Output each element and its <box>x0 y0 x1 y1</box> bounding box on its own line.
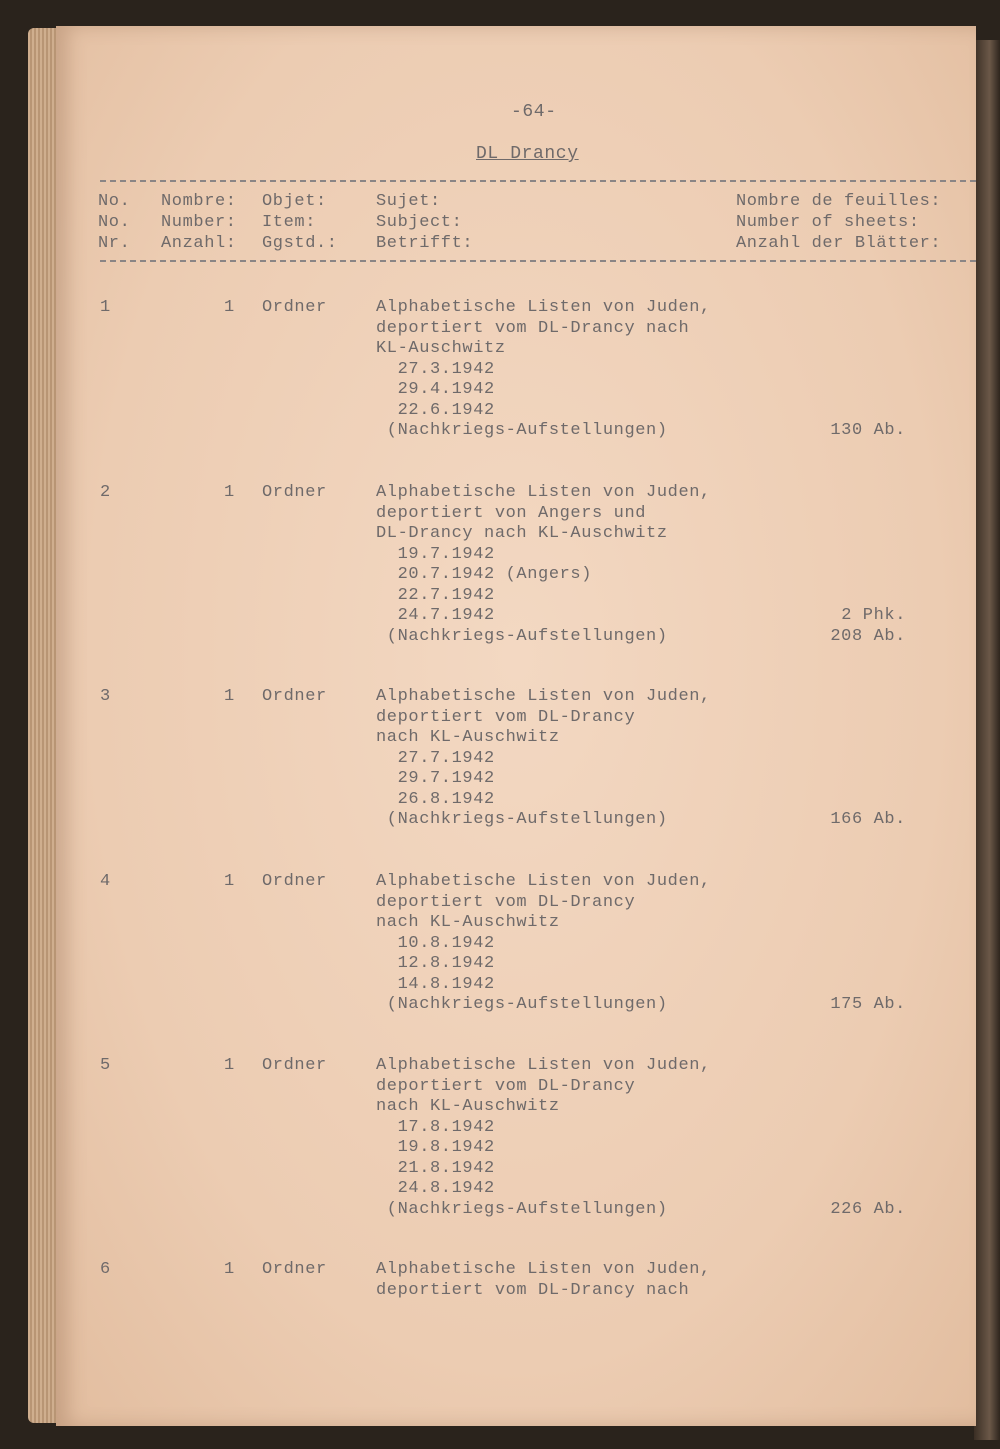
header-rule-bottom <box>100 260 976 262</box>
entry-number: 2 <box>100 483 111 502</box>
entry-subject-line: 20.7.1942 (Angers) <box>376 565 593 584</box>
entry-quantity: 1 <box>224 298 235 317</box>
entry-subject-line: deportiert vom DL-Drancy nach <box>376 318 690 338</box>
entry-subject-line: 27.7.1942 <box>376 748 495 768</box>
entry-sheets: 166 Ab. <box>830 810 906 829</box>
header-no-de: Nr. <box>98 234 131 253</box>
entry-subject-line: Alphabetische Listen von Juden, <box>376 483 711 502</box>
entry-quantity: 1 <box>224 1260 235 1279</box>
header-count-fr: Nombre: <box>161 192 237 211</box>
entry-subject-line: 24.8.1942 <box>376 1179 495 1198</box>
entry-subject-line: 14.8.1942 <box>376 974 495 994</box>
entry-subject-line: (Nachkriegs-Aufstellungen) <box>376 1199 668 1219</box>
entry-number: 4 <box>100 872 111 891</box>
entry-number: 3 <box>100 687 111 706</box>
entry-subject-line: deportiert vom DL-Drancy <box>376 1076 636 1096</box>
header-no-fr: No. <box>98 192 131 211</box>
entry-subject-line: nach KL-Auschwitz <box>376 913 560 932</box>
entry-item: Ordner <box>262 298 327 317</box>
entry-subject-line: 12.8.1942 <box>376 954 495 973</box>
entry-sheets: 226 Ab. <box>830 1199 906 1219</box>
page-number: -64- <box>511 102 557 122</box>
entry-subject-line: KL-Auschwitz <box>376 339 506 358</box>
entry-subject-line: deportiert vom DL-Drancy nach <box>376 1280 690 1300</box>
entry-item: Ordner <box>262 872 327 891</box>
entry-subject-line: (Nachkriegs-Aufstellungen) <box>376 995 668 1014</box>
entry-quantity: 1 <box>224 872 235 891</box>
entry-subject-line: Alphabetische Listen von Juden, <box>376 1056 711 1075</box>
entry-quantity: 1 <box>224 687 235 706</box>
document-page <box>56 26 976 1426</box>
entry-quantity: 1 <box>224 1056 235 1075</box>
header-no-en: No. <box>98 213 131 232</box>
entry-subject-line: 22.6.1942 <box>376 400 495 420</box>
entry-subject-line: 24.7.1942 <box>376 606 495 625</box>
entry-quantity: 1 <box>224 483 235 502</box>
entry-subject-line: (Nachkriegs-Aufstellungen) <box>376 421 668 440</box>
entry-subject-line: 22.7.1942 <box>376 585 495 605</box>
header-item-de: Ggstd.: <box>262 234 338 253</box>
entry-item: Ordner <box>262 1056 327 1075</box>
entry-number: 5 <box>100 1056 111 1075</box>
entry-subject-line: 21.8.1942 <box>376 1158 495 1178</box>
entry-item: Ordner <box>262 483 327 502</box>
entry-item: Ordner <box>262 1260 327 1279</box>
entry-subject-line: deportiert von Angers und <box>376 503 647 523</box>
entry-subject-line: Alphabetische Listen von Juden, <box>376 1260 711 1279</box>
entry-subject-line: 26.8.1942 <box>376 789 495 809</box>
entry-subject-line: deportiert vom DL-Drancy <box>376 892 636 912</box>
entry-sheets: 130 Ab. <box>830 421 906 440</box>
header-sheets-en: Number of sheets: <box>736 213 920 232</box>
entry-subject-line: 29.4.1942 <box>376 380 495 399</box>
entry-number: 6 <box>100 1260 111 1279</box>
header-sheets-de: Anzahl der Blätter: <box>736 234 942 253</box>
entry-subject-line: (Nachkriegs-Aufstellungen) <box>376 626 668 646</box>
entry-subject-line: 17.8.1942 <box>376 1117 495 1137</box>
document-title: DL Drancy <box>476 144 579 164</box>
entry-subject-line: Alphabetische Listen von Juden, <box>376 872 711 891</box>
header-rule-top <box>100 180 976 182</box>
header-item-fr: Objet: <box>262 192 327 211</box>
entry-subject-line: Alphabetische Listen von Juden, <box>376 298 711 317</box>
entry-sheets: 208 Ab. <box>830 626 906 646</box>
header-item-en: Item: <box>262 213 317 232</box>
entry-number: 1 <box>100 298 111 317</box>
header-subject-de: Betrifft: <box>376 234 474 253</box>
entry-subject-line: DL-Drancy nach KL-Auschwitz <box>376 524 668 543</box>
entry-sheets: 175 Ab. <box>830 995 906 1014</box>
entry-subject-line: deportiert vom DL-Drancy <box>376 707 636 727</box>
entry-subject-line: Alphabetische Listen von Juden, <box>376 687 711 706</box>
header-sheets-fr: Nombre de feuilles: <box>736 192 942 211</box>
entry-subject-line: 19.8.1942 <box>376 1138 495 1157</box>
header-subject-fr: Sujet: <box>376 192 441 211</box>
entry-subject-line: 27.3.1942 <box>376 359 495 379</box>
entry-subject-line: 10.8.1942 <box>376 933 495 953</box>
entry-subject-line: (Nachkriegs-Aufstellungen) <box>376 810 668 829</box>
entry-subject-line: nach KL-Auschwitz <box>376 1097 560 1116</box>
entry-subject-line: nach KL-Auschwitz <box>376 728 560 747</box>
header-count-de: Anzahl: <box>161 234 237 253</box>
header-subject-en: Subject: <box>376 213 463 232</box>
entry-subject-line: 29.7.1942 <box>376 769 495 788</box>
entry-subject-line: 19.7.1942 <box>376 544 495 564</box>
book-spine <box>974 40 1000 1440</box>
entry-sheets: 2 Phk. <box>841 606 906 625</box>
entry-item: Ordner <box>262 687 327 706</box>
header-count-en: Number: <box>161 213 237 232</box>
